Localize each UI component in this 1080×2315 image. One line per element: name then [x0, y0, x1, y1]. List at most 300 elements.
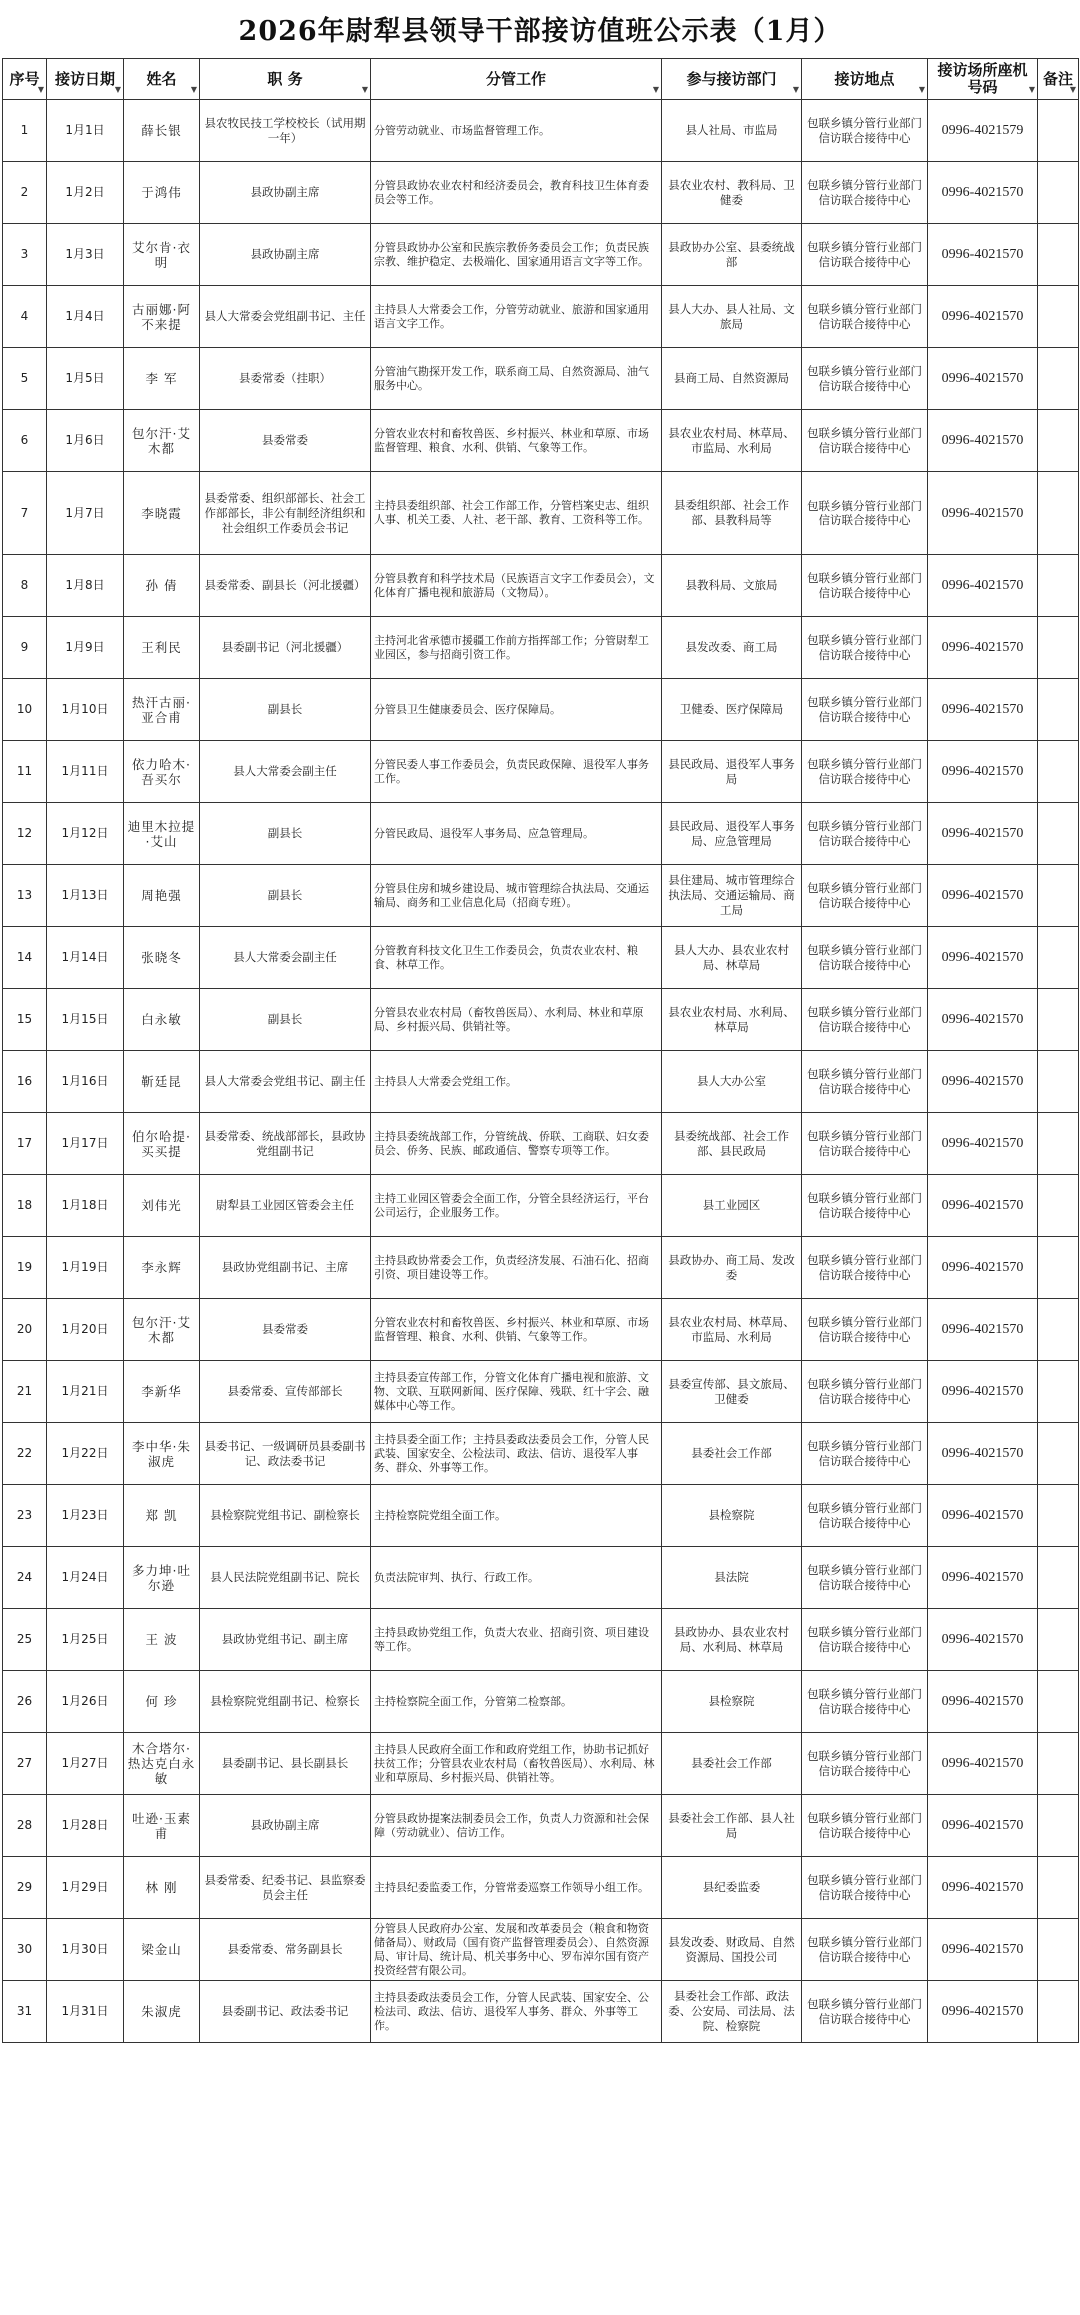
table-row — [3, 1671, 1079, 1733]
header-phone-label: 接访场所座机号码 — [937, 61, 1028, 96]
cell-phone: 0996-4021570 — [928, 1299, 1038, 1361]
cell-position: 县委副书记（河北援疆） — [200, 617, 371, 679]
cell-duty: 分管教育科技文化卫生工作委员会，负责农业农村、粮食、林草工作。 — [371, 927, 662, 989]
cell-name: 依力哈木·吾买尔 — [124, 741, 200, 803]
cell-dept: 县住建局、城市管理综合执法局、交通运输局、商工局 — [662, 865, 802, 927]
table-row — [3, 348, 1079, 410]
cell-duty: 分管农业农村和畜牧兽医、乡村振兴、林业和草原、市场监督管理、粮食、水利、供销、气象等工作。 — [371, 410, 662, 472]
cell-dept: 县农业农村局、林草局、市监局、水利局 — [662, 410, 802, 472]
cell-phone: 0996-4021570 — [928, 741, 1038, 803]
cell-name: 伯尔哈提·买买提 — [124, 1113, 200, 1175]
cell-duty: 分管民委人事工作委员会，负责民政保障、退役军人事务工作。 — [371, 741, 662, 803]
cell-phone: 0996-4021570 — [928, 1547, 1038, 1609]
cell-position: 县检察院党组书记、副检察长 — [200, 1485, 371, 1547]
cell-dept: 县政协办公室、县委统战部 — [662, 224, 802, 286]
cell-date: 1月19日 — [47, 1237, 124, 1299]
table-row — [3, 555, 1079, 617]
table-row — [3, 1981, 1079, 2043]
cell-dept: 县委统战部、社会工作部、县民政局 — [662, 1113, 802, 1175]
cell-name: 李永辉 — [124, 1237, 200, 1299]
table-body — [3, 100, 1079, 2043]
cell-remark — [1038, 1485, 1079, 1547]
dropdown-arrow-icon[interactable]: ▼ — [37, 85, 44, 94]
table-row — [3, 989, 1079, 1051]
cell-place: 包联乡镇分管行业部门信访联合接待中心 — [802, 1299, 928, 1361]
cell-dept: 县检察院 — [662, 1485, 802, 1547]
cell-position: 县委书记、一级调研员县委副书记、政法委书记 — [200, 1423, 371, 1485]
cell-remark — [1038, 1423, 1079, 1485]
cell-place: 包联乡镇分管行业部门信访联合接待中心 — [802, 803, 928, 865]
cell-name: 李新华 — [124, 1361, 200, 1423]
cell-place: 包联乡镇分管行业部门信访联合接待中心 — [802, 1733, 928, 1795]
table-row — [3, 410, 1079, 472]
cell-position: 县委副书记、县长副县长 — [200, 1733, 371, 1795]
cell-remark — [1038, 927, 1079, 989]
cell-remark — [1038, 162, 1079, 224]
cell-position: 副县长 — [200, 865, 371, 927]
cell-date: 1月27日 — [47, 1733, 124, 1795]
cell-name: 艾尔肯·衣明 — [124, 224, 200, 286]
table-row — [3, 679, 1079, 741]
cell-date: 1月17日 — [47, 1113, 124, 1175]
cell-seq: 10 — [3, 679, 47, 741]
cell-name: 多力坤·吐尔逊 — [124, 1547, 200, 1609]
cell-date: 1月25日 — [47, 1609, 124, 1671]
cell-phone: 0996-4021570 — [928, 1361, 1038, 1423]
cell-place: 包联乡镇分管行业部门信访联合接待中心 — [802, 1547, 928, 1609]
table-row — [3, 1733, 1079, 1795]
header-position-label: 职 务 — [267, 69, 303, 88]
cell-name: 郑 凯 — [124, 1485, 200, 1547]
cell-duty: 主持县人民政府全面工作和政府党组工作，协助书记抓好扶贫工作；分管县农业农村局（畜牧兽医局）、水利局、林业和草原局、乡村振兴局、供销社等。 — [371, 1733, 662, 1795]
cell-dept: 县商工局、自然资源局 — [662, 348, 802, 410]
cell-date: 1月30日 — [47, 1919, 124, 1981]
cell-duty: 分管县农业农村局（畜牧兽医局）、水利局、林业和草原局、乡村振兴局、供销社等。 — [371, 989, 662, 1051]
cell-remark — [1038, 1919, 1079, 1981]
cell-seq: 1 — [3, 100, 47, 162]
cell-seq: 27 — [3, 1733, 47, 1795]
cell-seq: 22 — [3, 1423, 47, 1485]
cell-name: 李晓霞 — [124, 472, 200, 555]
cell-phone: 0996-4021570 — [928, 927, 1038, 989]
cell-dept: 卫健委、医疗保障局 — [662, 679, 802, 741]
cell-dept: 县人社局、市监局 — [662, 100, 802, 162]
cell-dept: 县法院 — [662, 1547, 802, 1609]
cell-position: 县委常委、宣传部部长 — [200, 1361, 371, 1423]
cell-date: 1月4日 — [47, 286, 124, 348]
cell-seq: 4 — [3, 286, 47, 348]
cell-name: 吐逊·玉素甫 — [124, 1795, 200, 1857]
cell-seq: 23 — [3, 1485, 47, 1547]
cell-seq: 8 — [3, 555, 47, 617]
cell-name: 李 军 — [124, 348, 200, 410]
cell-name: 梁金山 — [124, 1919, 200, 1981]
cell-remark — [1038, 1547, 1079, 1609]
cell-duty: 分管县卫生健康委员会、医疗保障局。 — [371, 679, 662, 741]
cell-date: 1月8日 — [47, 555, 124, 617]
cell-name: 迪里木拉提·艾山 — [124, 803, 200, 865]
cell-place: 包联乡镇分管行业部门信访联合接待中心 — [802, 865, 928, 927]
dropdown-arrow-icon[interactable]: ▼ — [792, 85, 799, 94]
cell-date: 1月24日 — [47, 1547, 124, 1609]
header-date[interactable] — [47, 59, 124, 100]
header-phone[interactable] — [928, 59, 1038, 100]
cell-remark — [1038, 1795, 1079, 1857]
cell-phone: 0996-4021570 — [928, 1857, 1038, 1919]
cell-duty: 分管劳动就业、市场监督管理工作。 — [371, 100, 662, 162]
cell-phone: 0996-4021570 — [928, 1237, 1038, 1299]
cell-remark — [1038, 679, 1079, 741]
cell-duty: 主持县委全面工作；主持县委政法委员会工作，分管人民武装、国家安全、公检法司、政法、信访、退役军人事务、群众、外事等工作。 — [371, 1423, 662, 1485]
cell-name: 刘伟光 — [124, 1175, 200, 1237]
cell-duty: 主持县委组织部、社会工作部工作，分管档案史志、组织人事、机关工委、人社、老干部、教育、工资科等工作。 — [371, 472, 662, 555]
cell-remark — [1038, 348, 1079, 410]
cell-phone: 0996-4021570 — [928, 1051, 1038, 1113]
cell-position: 县政协副主席 — [200, 162, 371, 224]
dropdown-arrow-icon[interactable]: ▼ — [1069, 85, 1076, 94]
cell-name: 热汗古丽·亚合甫 — [124, 679, 200, 741]
header-name[interactable] — [124, 59, 200, 100]
header-dept-label: 参与接访部门 — [686, 69, 777, 88]
cell-name: 林 刚 — [124, 1857, 200, 1919]
header-row — [3, 59, 1079, 100]
cell-place: 包联乡镇分管行业部门信访联合接待中心 — [802, 679, 928, 741]
cell-place: 包联乡镇分管行业部门信访联合接待中心 — [802, 1795, 928, 1857]
table-row — [3, 1609, 1079, 1671]
cell-phone: 0996-4021570 — [928, 803, 1038, 865]
cell-place: 包联乡镇分管行业部门信访联合接待中心 — [802, 1175, 928, 1237]
cell-date: 1月16日 — [47, 1051, 124, 1113]
cell-date: 1月14日 — [47, 927, 124, 989]
table-row — [3, 1361, 1079, 1423]
cell-name: 王利民 — [124, 617, 200, 679]
cell-phone: 0996-4021570 — [928, 1485, 1038, 1547]
cell-seq: 5 — [3, 348, 47, 410]
cell-position: 县人大常委会副主任 — [200, 927, 371, 989]
cell-phone: 0996-4021570 — [928, 1795, 1038, 1857]
cell-duty: 分管农业农村和畜牧兽医、乡村振兴、林业和草原、市场监督管理、粮食、水利、供销、气象等工作。 — [371, 1299, 662, 1361]
cell-place: 包联乡镇分管行业部门信访联合接待中心 — [802, 1609, 928, 1671]
header-name-label: 姓名 — [146, 69, 177, 88]
cell-name: 薛长银 — [124, 100, 200, 162]
cell-duty: 主持县纪委监委工作，分管常委巡察工作领导小组工作。 — [371, 1857, 662, 1919]
table-row — [3, 1175, 1079, 1237]
cell-phone: 0996-4021570 — [928, 162, 1038, 224]
cell-position: 县委常委（挂职） — [200, 348, 371, 410]
cell-remark — [1038, 1051, 1079, 1113]
header-dept[interactable] — [662, 59, 802, 100]
cell-position: 县人大常委会党组书记、副主任 — [200, 1051, 371, 1113]
cell-seq: 29 — [3, 1857, 47, 1919]
cell-date: 1月2日 — [47, 162, 124, 224]
cell-seq: 25 — [3, 1609, 47, 1671]
cell-position: 县政协党组副书记、主席 — [200, 1237, 371, 1299]
cell-position: 县委常委 — [200, 410, 371, 472]
cell-position: 副县长 — [200, 679, 371, 741]
cell-date: 1月15日 — [47, 989, 124, 1051]
cell-seq: 21 — [3, 1361, 47, 1423]
cell-position: 县委常委、常务副县长 — [200, 1919, 371, 1981]
cell-name: 何 珍 — [124, 1671, 200, 1733]
cell-place: 包联乡镇分管行业部门信访联合接待中心 — [802, 1485, 928, 1547]
cell-place: 包联乡镇分管行业部门信访联合接待中心 — [802, 286, 928, 348]
table-row — [3, 617, 1079, 679]
cell-position: 尉犁县工业园区管委会主任 — [200, 1175, 371, 1237]
cell-date: 1月31日 — [47, 1981, 124, 2043]
cell-name: 靳廷昆 — [124, 1051, 200, 1113]
cell-place: 包联乡镇分管行业部门信访联合接待中心 — [802, 1237, 928, 1299]
cell-position: 县检察院党组副书记、检察长 — [200, 1671, 371, 1733]
table-row — [3, 1237, 1079, 1299]
table-row — [3, 1113, 1079, 1175]
cell-seq: 20 — [3, 1299, 47, 1361]
cell-duty: 主持县委统战部工作，分管统战、侨联、工商联、妇女委员会、侨务、民族、邮政通信、警察专项等工作。 — [371, 1113, 662, 1175]
cell-date: 1月5日 — [47, 348, 124, 410]
cell-date: 1月3日 — [47, 224, 124, 286]
cell-remark — [1038, 1609, 1079, 1671]
header-place-label: 接访地点 — [834, 69, 895, 88]
cell-remark — [1038, 410, 1079, 472]
cell-seq: 24 — [3, 1547, 47, 1609]
cell-dept: 县委组织部、社会工作部、县教科局等 — [662, 472, 802, 555]
cell-remark — [1038, 741, 1079, 803]
cell-phone: 0996-4021579 — [928, 100, 1038, 162]
cell-date: 1月22日 — [47, 1423, 124, 1485]
cell-name: 周艳强 — [124, 865, 200, 927]
cell-remark — [1038, 286, 1079, 348]
cell-name: 白永敏 — [124, 989, 200, 1051]
cell-seq: 31 — [3, 1981, 47, 2043]
cell-seq: 7 — [3, 472, 47, 555]
cell-phone: 0996-4021570 — [928, 617, 1038, 679]
cell-name: 张晓冬 — [124, 927, 200, 989]
cell-phone: 0996-4021570 — [928, 1671, 1038, 1733]
cell-seq: 12 — [3, 803, 47, 865]
cell-dept: 县农业农村局、水利局、林草局 — [662, 989, 802, 1051]
header-remark[interactable] — [1038, 59, 1079, 100]
cell-phone: 0996-4021570 — [928, 286, 1038, 348]
dropdown-arrow-icon[interactable]: ▼ — [190, 85, 197, 94]
cell-dept: 县人大办公室 — [662, 1051, 802, 1113]
cell-place: 包联乡镇分管行业部门信访联合接待中心 — [802, 1857, 928, 1919]
cell-position: 县委常委、统战部部长，县政协党组副书记 — [200, 1113, 371, 1175]
cell-remark — [1038, 1857, 1079, 1919]
cell-place: 包联乡镇分管行业部门信访联合接待中心 — [802, 472, 928, 555]
cell-place: 包联乡镇分管行业部门信访联合接待中心 — [802, 1113, 928, 1175]
cell-place: 包联乡镇分管行业部门信访联合接待中心 — [802, 555, 928, 617]
table-row — [3, 1547, 1079, 1609]
cell-seq: 3 — [3, 224, 47, 286]
cell-position: 县政协副主席 — [200, 1795, 371, 1857]
cell-dept: 县政协办、县农业农村局、水利局、林草局 — [662, 1609, 802, 1671]
cell-duty: 主持县政协党组工作，负责大农业、招商引资、项目建设等工作。 — [371, 1609, 662, 1671]
cell-date: 1月29日 — [47, 1857, 124, 1919]
header-date-label: 接访日期 — [54, 69, 115, 88]
table-row — [3, 927, 1079, 989]
table-row — [3, 1919, 1079, 1981]
cell-name: 朱淑虎 — [124, 1981, 200, 2043]
cell-seq: 30 — [3, 1919, 47, 1981]
cell-position: 县委副书记、政法委书记 — [200, 1981, 371, 2043]
cell-date: 1月20日 — [47, 1299, 124, 1361]
cell-duty: 主持县政协常委会工作，负责经济发展、石油石化、招商引资、项目建设等工作。 — [371, 1237, 662, 1299]
cell-dept: 县委社会工作部 — [662, 1423, 802, 1485]
table-row — [3, 1857, 1079, 1919]
cell-phone: 0996-4021570 — [928, 348, 1038, 410]
cell-date: 1月12日 — [47, 803, 124, 865]
cell-name: 李中华·朱淑虎 — [124, 1423, 200, 1485]
cell-name: 于鸿伟 — [124, 162, 200, 224]
cell-date: 1月10日 — [47, 679, 124, 741]
cell-dept: 县工业园区 — [662, 1175, 802, 1237]
cell-date: 1月7日 — [47, 472, 124, 555]
cell-place: 包联乡镇分管行业部门信访联合接待中心 — [802, 100, 928, 162]
cell-remark — [1038, 617, 1079, 679]
header-position[interactable] — [200, 59, 371, 100]
cell-place: 包联乡镇分管行业部门信访联合接待中心 — [802, 410, 928, 472]
cell-remark — [1038, 1981, 1079, 2043]
cell-place: 包联乡镇分管行业部门信访联合接待中心 — [802, 1361, 928, 1423]
cell-remark — [1038, 1361, 1079, 1423]
table-row — [3, 162, 1079, 224]
cell-phone: 0996-4021570 — [928, 1609, 1038, 1671]
cell-position: 县政协副主席 — [200, 224, 371, 286]
header-duty-label: 分管工作 — [485, 69, 546, 88]
cell-duty: 主持县委政法委员会工作，分管人民武装、国家安全、公检法司、政法、信访、退役军人事务、群众、外事等工作。 — [371, 1981, 662, 2043]
cell-place: 包联乡镇分管行业部门信访联合接待中心 — [802, 162, 928, 224]
cell-name: 王 波 — [124, 1609, 200, 1671]
cell-name: 孙 倩 — [124, 555, 200, 617]
cell-dept: 县发改委、商工局 — [662, 617, 802, 679]
cell-position: 县人大常委会党组副书记、主任 — [200, 286, 371, 348]
cell-phone: 0996-4021570 — [928, 472, 1038, 555]
cell-seq: 18 — [3, 1175, 47, 1237]
table-row — [3, 1485, 1079, 1547]
dropdown-arrow-icon[interactable]: ▼ — [361, 85, 368, 94]
table-row — [3, 1051, 1079, 1113]
cell-duty: 主持工业园区管委会全面工作，分管全县经济运行，平台公司运行，企业服务工作。 — [371, 1175, 662, 1237]
table-row — [3, 741, 1079, 803]
cell-remark — [1038, 1733, 1079, 1795]
cell-remark — [1038, 1237, 1079, 1299]
cell-remark — [1038, 472, 1079, 555]
cell-duty: 主持河北省承德市援疆工作前方指挥部工作；分管尉犁工业园区，参与招商引资工作。 — [371, 617, 662, 679]
cell-dept: 县农业农村、教科局、卫健委 — [662, 162, 802, 224]
table-row — [3, 865, 1079, 927]
cell-position: 县委常委、组织部部长、社会工作部部长，非公有制经济组织和社会组织工作委员会书记 — [200, 472, 371, 555]
table-row — [3, 1423, 1079, 1485]
cell-phone: 0996-4021570 — [928, 1733, 1038, 1795]
cell-seq: 15 — [3, 989, 47, 1051]
cell-seq: 19 — [3, 1237, 47, 1299]
cell-phone: 0996-4021570 — [928, 1423, 1038, 1485]
cell-duty: 分管县政协农业农村和经济委员会，教育科技卫生体育委员会等工作。 — [371, 162, 662, 224]
cell-place: 包联乡镇分管行业部门信访联合接待中心 — [802, 1051, 928, 1113]
cell-duty: 分管县政协办公室和民族宗教侨务委员会工作；负责民族宗教、维护稳定、去极端化、国家通用语言文字等工作。 — [371, 224, 662, 286]
dropdown-arrow-icon[interactable]: ▼ — [652, 85, 659, 94]
cell-date: 1月18日 — [47, 1175, 124, 1237]
cell-dept: 县政协办、商工局、发改委 — [662, 1237, 802, 1299]
cell-duty: 分管县人民政府办公室、发展和改革委员会（粮食和物资储备局）、财政局（国有资产监督管理委员会）、自然资源局、审计局、统计局、机关事务中心、罗布淖尔国有资产投资经营有限公司。 — [371, 1919, 662, 1981]
cell-seq: 11 — [3, 741, 47, 803]
dropdown-arrow-icon[interactable]: ▼ — [114, 85, 121, 94]
cell-seq: 13 — [3, 865, 47, 927]
cell-seq: 14 — [3, 927, 47, 989]
cell-remark — [1038, 1671, 1079, 1733]
cell-date: 1月9日 — [47, 617, 124, 679]
cell-phone: 0996-4021570 — [928, 410, 1038, 472]
dropdown-arrow-icon[interactable]: ▼ — [1028, 85, 1035, 94]
cell-phone: 0996-4021570 — [928, 989, 1038, 1051]
cell-dept: 县人大办、县农业农村局、林草局 — [662, 927, 802, 989]
cell-place: 包联乡镇分管行业部门信访联合接待中心 — [802, 927, 928, 989]
cell-seq: 2 — [3, 162, 47, 224]
header-duty[interactable] — [371, 59, 662, 100]
cell-dept: 县纪委监委 — [662, 1857, 802, 1919]
cell-date: 1月28日 — [47, 1795, 124, 1857]
cell-position: 县政协党组书记、副主席 — [200, 1609, 371, 1671]
cell-place: 包联乡镇分管行业部门信访联合接待中心 — [802, 224, 928, 286]
cell-place: 包联乡镇分管行业部门信访联合接待中心 — [802, 1423, 928, 1485]
table-row — [3, 803, 1079, 865]
cell-position: 县人大常委会副主任 — [200, 741, 371, 803]
cell-remark — [1038, 1299, 1079, 1361]
cell-position: 县委常委、副县长（河北援疆） — [200, 555, 371, 617]
cell-duty: 主持检察院党组全面工作。 — [371, 1485, 662, 1547]
cell-phone: 0996-4021570 — [928, 1113, 1038, 1175]
cell-place: 包联乡镇分管行业部门信访联合接待中心 — [802, 1981, 928, 2043]
cell-place: 包联乡镇分管行业部门信访联合接待中心 — [802, 348, 928, 410]
cell-seq: 6 — [3, 410, 47, 472]
cell-place: 包联乡镇分管行业部门信访联合接待中心 — [802, 1671, 928, 1733]
cell-seq: 16 — [3, 1051, 47, 1113]
cell-name: 古丽娜·阿不来提 — [124, 286, 200, 348]
header-seq[interactable] — [3, 59, 47, 100]
cell-position: 县委常委 — [200, 1299, 371, 1361]
header-seq-label: 序号 — [9, 69, 40, 88]
cell-place: 包联乡镇分管行业部门信访联合接待中心 — [802, 989, 928, 1051]
cell-name: 包尔汗·艾木都 — [124, 410, 200, 472]
table-row — [3, 100, 1079, 162]
cell-dept: 县民政局、退役军人事务局、应急管理局 — [662, 803, 802, 865]
cell-position: 副县长 — [200, 803, 371, 865]
cell-position: 副县长 — [200, 989, 371, 1051]
cell-duty: 主持县委宣传部工作，分管文化体育广播电视和旅游、文物、文联、互联网新闻、医疗保障、残联、红十字会、融媒体中心等工作。 — [371, 1361, 662, 1423]
cell-duty: 主持县人大常委会工作，分管劳动就业、旅游和国家通用语言文字工作。 — [371, 286, 662, 348]
cell-duty: 负责法院审判、执行、行政工作。 — [371, 1547, 662, 1609]
cell-place: 包联乡镇分管行业部门信访联合接待中心 — [802, 1919, 928, 1981]
cell-dept: 县委社会工作部、政法委、公安局、司法局、法院、检察院 — [662, 1981, 802, 2043]
duty-table — [2, 58, 1079, 2043]
cell-position: 县人民法院党组副书记、院长 — [200, 1547, 371, 1609]
cell-dept: 县农业农村局、林草局、市监局、水利局 — [662, 1299, 802, 1361]
cell-dept: 县委社会工作部 — [662, 1733, 802, 1795]
dropdown-arrow-icon[interactable]: ▼ — [918, 85, 925, 94]
table-row — [3, 286, 1079, 348]
table-row — [3, 224, 1079, 286]
page-title: 2026年尉犁县领导干部接访值班公示表（1月） — [238, 15, 842, 47]
cell-dept: 县人大办、县人社局、文旅局 — [662, 286, 802, 348]
header-place[interactable] — [802, 59, 928, 100]
cell-phone: 0996-4021570 — [928, 555, 1038, 617]
cell-remark — [1038, 803, 1079, 865]
table-row — [3, 1299, 1079, 1361]
cell-date: 1月23日 — [47, 1485, 124, 1547]
cell-remark — [1038, 1175, 1079, 1237]
cell-date: 1月13日 — [47, 865, 124, 927]
cell-date: 1月6日 — [47, 410, 124, 472]
cell-place: 包联乡镇分管行业部门信访联合接待中心 — [802, 741, 928, 803]
